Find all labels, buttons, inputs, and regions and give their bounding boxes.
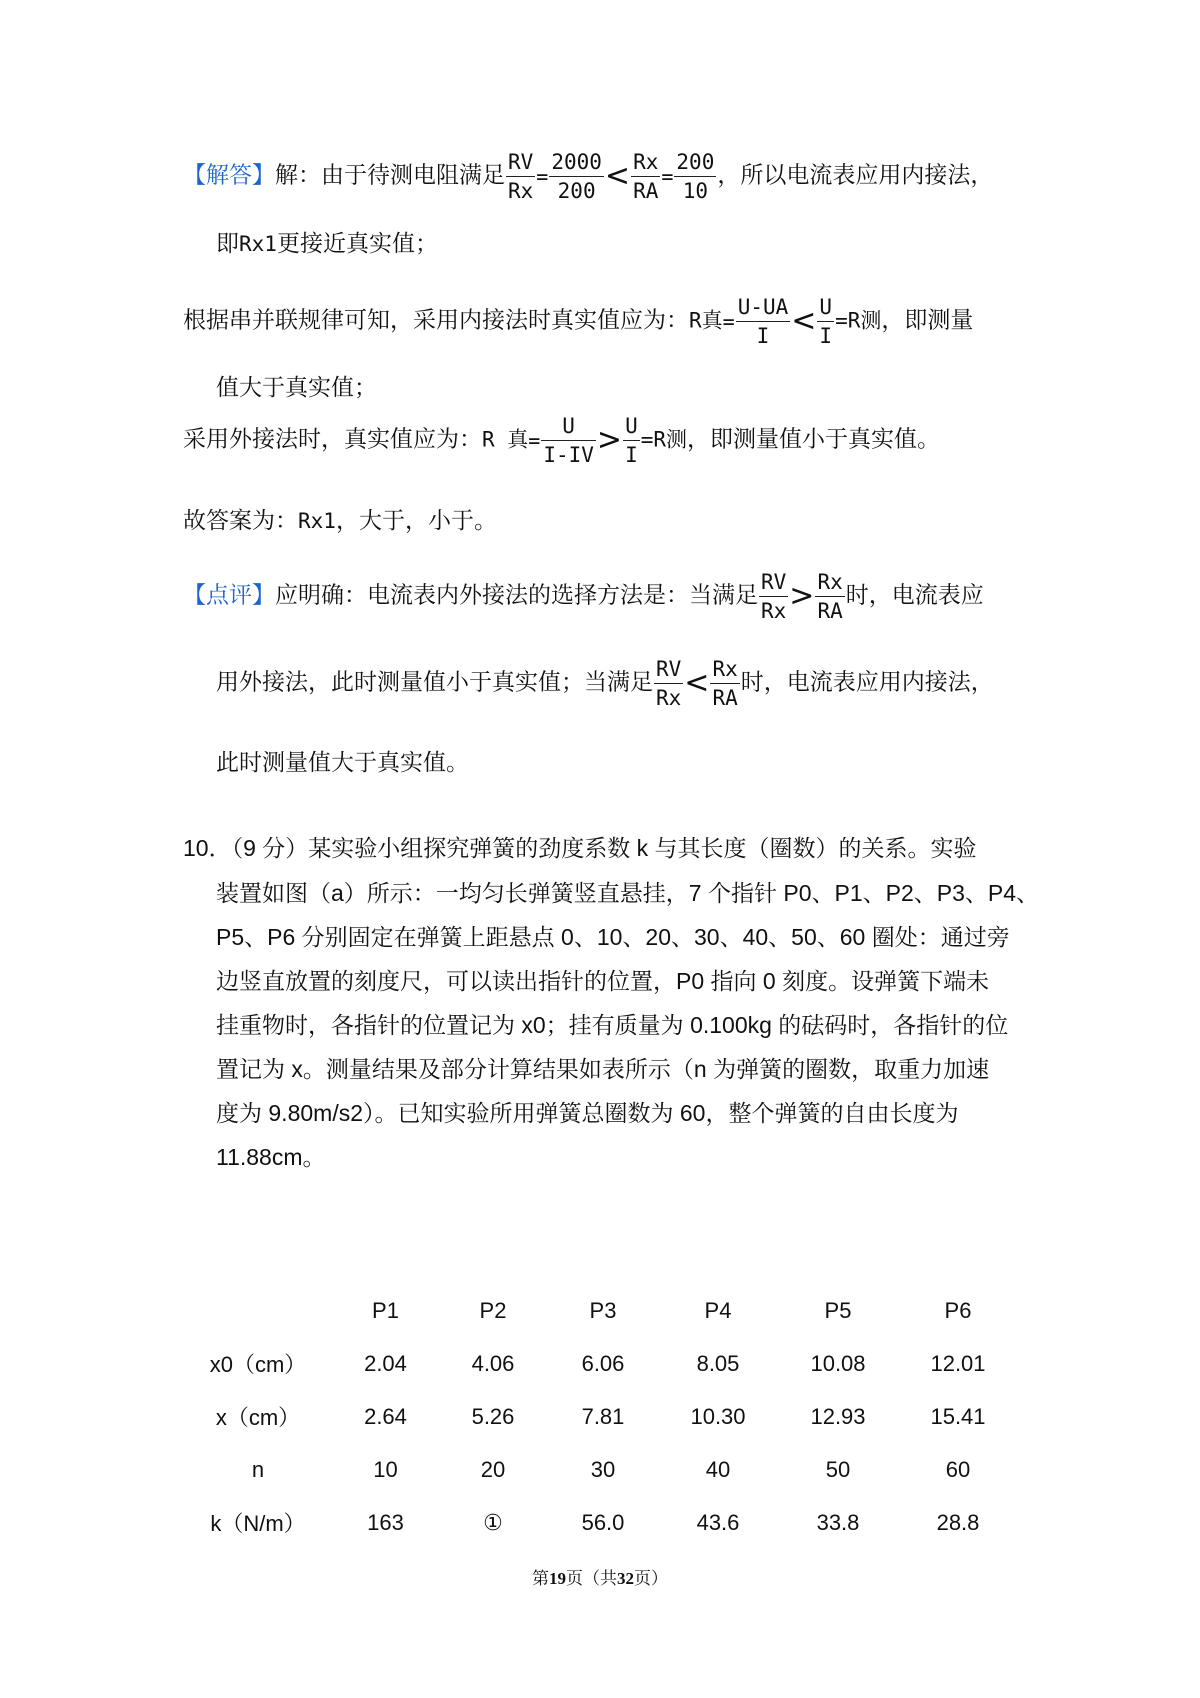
total-pages: 32 bbox=[617, 1569, 634, 1588]
table-cell: 12.01 bbox=[930, 1350, 986, 1376]
fraction: $\frac{2000}{200}$ bbox=[551, 150, 602, 203]
fraction: $\frac{Rx}{RA}$ bbox=[712, 657, 738, 710]
table-cell: 40 bbox=[705, 1456, 731, 1482]
fraction: $\frac{U}{I-IV}$ bbox=[543, 414, 594, 467]
answer-line-5: 采用外接法时，真实值应为：R 真= $\frac{U}{I-IV}$ > $\frac{U}{I}$ =R测，即测量值小于真实值。 bbox=[183, 414, 941, 467]
page-number: 19 bbox=[549, 1569, 566, 1588]
table-cell: 10 bbox=[373, 1456, 398, 1482]
question-line-8: 11.88cm。 bbox=[216, 1144, 326, 1170]
page-footer: 第19页（共32页） bbox=[532, 1569, 668, 1589]
answer-line-6: 故答案为：Rx1，大于，小于。 bbox=[183, 508, 497, 534]
answer-line-2: 即Rx1更接近真实值； bbox=[216, 231, 438, 257]
fraction: $\frac{200}{10}$ bbox=[676, 150, 715, 203]
fraction: $\frac{Rx}{RA}$ bbox=[633, 150, 659, 203]
row-label: k（N/m） bbox=[210, 1511, 306, 1536]
table-cell: ① bbox=[483, 1509, 503, 1535]
fraction: $\frac{U}{I}$ bbox=[625, 414, 638, 467]
table-header-cell: P4 bbox=[704, 1297, 732, 1323]
answer-line-1: 【解答】解：由于待测电阻满足 $\frac{RV}{Rx}$ = $\frac{2000}{200}$ < $\frac{Rx}{RA}$ = $\frac{200}{10}$ ，所以电流表应用内接法， bbox=[183, 150, 994, 203]
question-line-3: P5、P6 分别固定在弹簧上距悬点 0、10、20、30、40、50、60 圈处：通过旁 bbox=[216, 924, 1010, 950]
question-line-2: 装置如图（a）所示：一均匀长弹簧竖直悬挂，7 个指针 P0、P1、P2、P3、P4、 bbox=[216, 880, 1040, 906]
table-cell: 8.05 bbox=[696, 1350, 740, 1376]
table-cell: 43.6 bbox=[696, 1509, 740, 1535]
fraction: $\frac{Rx}{RA}$ bbox=[817, 570, 843, 623]
table-cell: 12.93 bbox=[810, 1403, 866, 1429]
row-label: x（cm） bbox=[215, 1405, 301, 1430]
question-line-1: 10．（9 分）某实验小组探究弹簧的劲度系数 k 与其长度（圈数）的关系。实验 bbox=[183, 835, 977, 861]
table-cell: 50 bbox=[825, 1456, 851, 1482]
fraction: $\frac{RV}{Rx}$ bbox=[656, 657, 682, 710]
table-cell: 60 bbox=[945, 1456, 971, 1482]
comment-line-1: 【点评】应明确：电流表内外接法的选择方法是：当满足 $\frac{RV}{Rx}$ > $\frac{Rx}{RA}$ 时，电流表应 bbox=[183, 570, 984, 623]
table-cell: 6.06 bbox=[581, 1350, 625, 1376]
fraction: $\frac{U-UA}{I}$ bbox=[737, 295, 789, 348]
table-row bbox=[183, 1496, 1018, 1549]
table-header-cell: P5 bbox=[824, 1297, 852, 1323]
row-label: n bbox=[251, 1456, 265, 1482]
table-header-cell: P2 bbox=[479, 1297, 507, 1323]
table-cell: 2.64 bbox=[364, 1403, 407, 1429]
table-cell: 10.30 bbox=[690, 1403, 746, 1429]
measurement-table bbox=[183, 1284, 1018, 1549]
table-cell: 20 bbox=[480, 1456, 506, 1482]
table-cell: 30 bbox=[590, 1456, 616, 1482]
question-line-5: 挂重物时，各指针的位置记为 x0；挂有质量为 0.100kg 的砝码时，各指针的位 bbox=[216, 1012, 1009, 1038]
table-cell: 2.04 bbox=[364, 1350, 407, 1376]
question-line-4: 边竖直放置的刻度尺，可以读出指针的位置，P0 指向 0 刻度。设弹簧下端未 bbox=[216, 968, 990, 994]
fraction: $\frac{RV}{Rx}$ bbox=[761, 570, 787, 623]
table-row bbox=[183, 1390, 1018, 1443]
table-cell: 56.0 bbox=[581, 1509, 625, 1535]
table-cell: 28.8 bbox=[936, 1509, 980, 1535]
fraction: $\frac{U}{I}$ bbox=[819, 295, 833, 348]
table-cell: 7.81 bbox=[581, 1403, 625, 1429]
table-cell: 15.41 bbox=[930, 1403, 986, 1429]
table-cell: 4.06 bbox=[471, 1350, 515, 1376]
comment-tag: 【点评】 bbox=[183, 582, 275, 609]
table-cell: 163 bbox=[367, 1509, 404, 1535]
table-row bbox=[183, 1337, 1018, 1390]
table-header-cell: P3 bbox=[589, 1297, 617, 1323]
answer-line-3: 根据串并联规律可知，采用内接法时真实值应为：R真= $\frac{U-UA}{I}$ < $\frac{U}{I}$ =R测，即测量 bbox=[183, 295, 974, 348]
table-cell: 33.8 bbox=[816, 1509, 860, 1535]
row-label: x0（cm） bbox=[209, 1352, 307, 1377]
table-header-cell: P6 bbox=[944, 1297, 972, 1323]
comment-line-2: 用外接法，此时测量值小于真实值；当满足 $\frac{RV}{Rx}$ < $\frac{Rx}{RA}$ 时，电流表应用内接法， bbox=[216, 657, 994, 710]
answer-tag: 【解答】 bbox=[183, 162, 275, 189]
fraction: $\frac{RV}{Rx}$ bbox=[508, 150, 534, 203]
question-line-7: 度为 9.80m/s2）。已知实验所用弹簧总圈数为 60，整个弹簧的自由长度为 bbox=[216, 1100, 959, 1126]
table-row bbox=[183, 1443, 1018, 1496]
table-header-cell: P1 bbox=[372, 1297, 399, 1323]
answer-line-4: 值大于真实值； bbox=[216, 375, 377, 401]
table-cell: 10.08 bbox=[810, 1350, 866, 1376]
question-line-6: 置记为 x。测量结果及部分计算结果如表所示（n 为弹簧的圈数，取重力加速 bbox=[216, 1056, 990, 1082]
table-cell: 5.26 bbox=[471, 1403, 515, 1429]
variable-rx1: Rx1 bbox=[239, 232, 277, 256]
comment-line-3: 此时测量值大于真实值。 bbox=[216, 750, 469, 776]
variable-rx1: Rx1 bbox=[298, 509, 336, 533]
table-header-row bbox=[183, 1284, 1018, 1337]
